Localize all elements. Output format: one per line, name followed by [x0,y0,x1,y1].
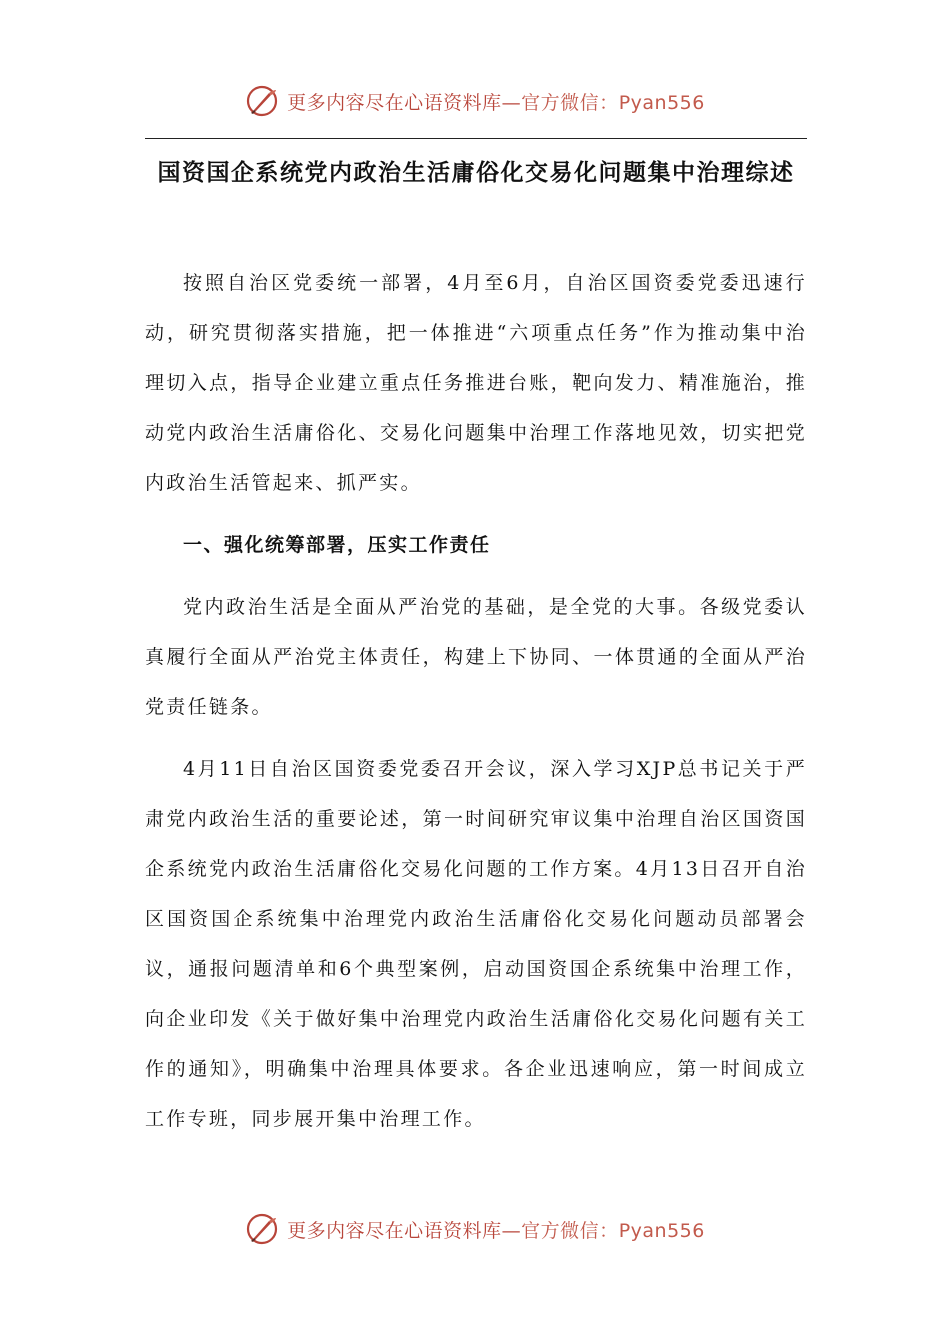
quill-pen-circle-icon [245,84,279,118]
watermark-wechat-label: 官方微信： [521,91,619,114]
watermark-separator: — [501,1219,522,1242]
watermark-wechat-label: 官方微信： [521,1219,619,1242]
section-paragraph: 4月11日自治区国资委党委召开会议，深入学习XJP总书记关于严肃党内政治生活的重要论述，第一时间研究审议集中治理自治区国资国企系统党内政治生活庸俗化交易化问题的工作方案。4月13日召开自治区国资国企系统集中治理党内政治生活庸俗化交易化问题动员部署会议，通报问题清单和6个典型案例，启动国资国企系统集中治理工作，向企业印发《关于做好集中治理党内政治生活庸俗化交易化问题有关工作的通知》，明确集中治理具体要求。各企业迅速响应，第一时间成立工作专班，同步展开集中治理工作。 [145,758,807,1130]
watermark-wechat-id: Pyan556 [618,91,705,114]
intro-paragraph: 按照自治区党委统一部署，4月至6月，自治区国资委党委迅速行动，研究贯彻落实措施，把一体推进“六项重点任务”作为推动集中治理切入点，指导企业建立重点任务推进台账，靶向发力、精准施治，推动党内政治生活庸俗化、交易化问题集中治理工作落地见效，切实把党内政治生活管起来、抓严实。 [145,272,807,494]
section-heading: 一、强化统筹部署，压实工作责任 [183,534,491,556]
watermark-separator: — [501,91,522,114]
quill-pen-circle-icon [245,1212,279,1246]
footer-watermark [0,1212,950,1246]
header-divider [145,138,807,139]
header-watermark [0,84,950,118]
watermark-text [287,88,705,115]
document-title: 国资国企系统党内政治生活庸俗化交易化问题集中治理综述 [157,160,795,186]
document-body [145,258,807,1156]
watermark-text [287,1216,705,1243]
section-paragraph: 党内政治生活是全面从严治党的基础，是全党的大事。各级党委认真履行全面从严治党主体责任，构建上下协同、一体贯通的全面从严治党责任链条。 [145,596,807,718]
watermark-main: 更多内容尽在心语资料库 [287,1219,502,1242]
watermark-wechat-id: Pyan556 [618,1219,705,1242]
watermark-main: 更多内容尽在心语资料库 [287,91,502,114]
